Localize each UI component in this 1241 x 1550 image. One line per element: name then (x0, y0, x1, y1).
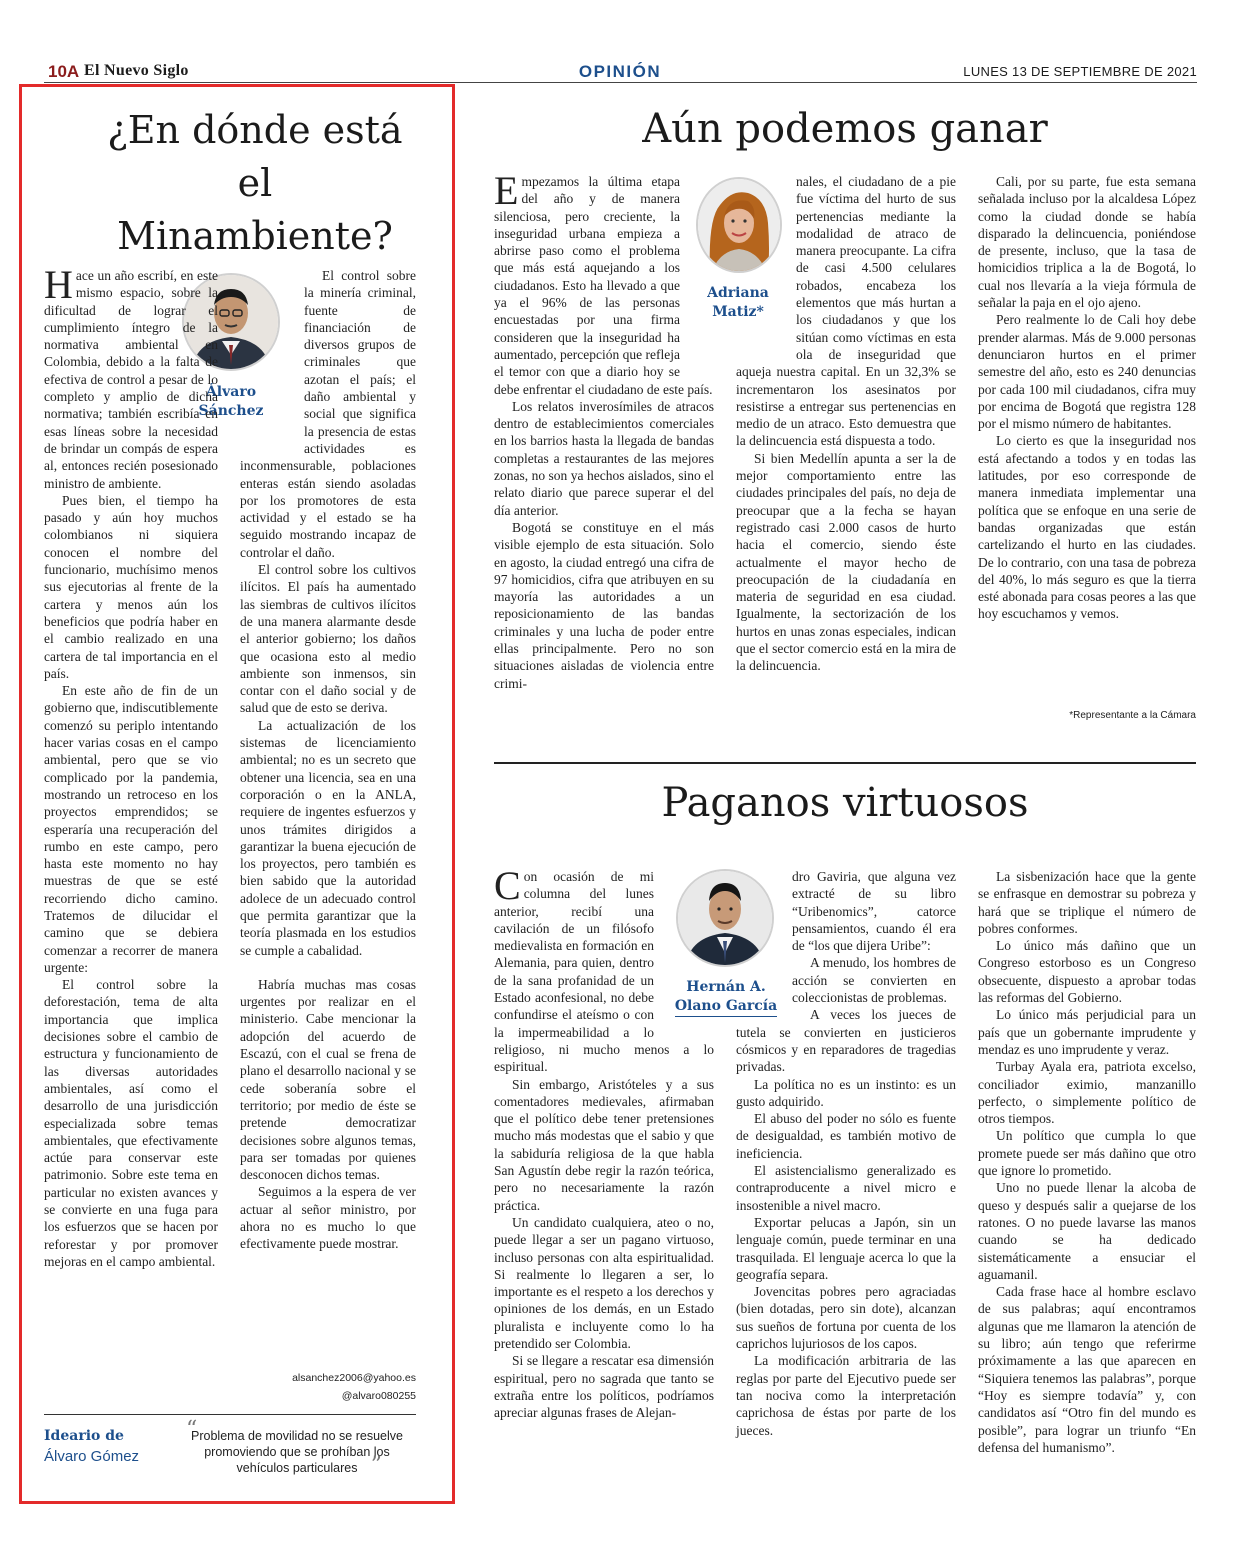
paragraph: Habría muchas mas cosas urgentes por realizar en el ministerio. Cabe mencionar la adopción del acuerdo de Escazú, con el cual se frena de plano el desarrollo nacional y se cede soberanía sobre el territorio; por medio de éste se pretende democratizar decisiones sobre algunos temas, para ser tomadas por quienes desconocen dichos temas. (240, 976, 416, 1183)
article-column (494, 168, 714, 692)
paragraph: Bogotá se constituye en el más visible ejemplo de esta situación. Solo en agosto, la ciudad entregó una cifra de 97 homicidios, cifra que atribuyen en su mayoría las autoridades a un reposicionamiento de las bandas criminales y una lucha de poder entre ellas principalmente. Pero no son situaciones aisladas de violencia entre crimi- (494, 519, 714, 691)
article-column (736, 173, 956, 675)
drop-cap: C (494, 863, 521, 908)
section-title: OPINIÓN (578, 62, 662, 81)
paragraph: Cada frase hace al hombre esclavo de sus palabras; aquí encontramos algunas que me llamaron la atención de su libro; aún tengo que referirme próximamente a las que aparecen en “Siquiera tenemos las palabras”, porque “Hoy es siempre todavía” y, con candidatos así “Otro fin del mundo es posible”, para lograr un triunfo “En defensa del humanismo”. (978, 1284, 1196, 1455)
author-footnote: *Representante a la Cámara (1069, 710, 1196, 721)
paragraph: Con ocasión de mi columna del lunes anterior, recibí una cavilación de un filósofo medievalista en formación en Alemania, para quien, dentro de la sana profanidad de un Estado aconfesional, no debe confundirse el ateísmo o con la impermeabilidad a lo religioso, ni mucho menos a lo espiritual. (494, 863, 714, 1075)
ideario-author: Álvaro Gómez (44, 1448, 140, 1465)
paragraph: La actualización de los sistemas de licenciamiento ambiental; no es un secreto que obtener una licencia, sea en una corporación o en la ANLA, requiere de ingentes esfuerzos y unos trámites dirigidos a garantizar la buena ejecución de los proyectos, pero también es bien sabido que la autoridad adolece de un adecuado control que permita garantizar que la teoría plasmada en los estudios se cumple a cabalidad. (240, 717, 416, 958)
paragraph: Si se llegare a rescatar esa dimensión espiritual, pero no sagrada que tanto se extraña entre los políticos, podríamos apreciar algunas frases de Alejan- (494, 1353, 714, 1421)
paragraph: Si bien Medellín apunta a ser la de mejor comportamiento entre las ciudades principales del país, no deja de preocupar que a la fecha se hayan registrado casi 2.000 casos de hurto hacia el comercio, siendo éste actualmente el mayor hecho de preocupación de la ciudadanía en materia de seguridad en esa ciudad. Igualmente, la sectorización de los hurtos en unas zonas especiales, indican que el sector comercio está en la mira de la delincuencia. (736, 450, 956, 674)
paragraph: El control sobre los cultivos ilícitos. El país ha aumentado las siembras de cultivos ilícitos de una manera alarmante desde el anterior gobierno; los daños que ocasiona esto al medio ambiente son inmensos, sin contar con el daño social y de salud que de esto se deriva. (240, 562, 416, 716)
article-divider (494, 762, 1196, 764)
article-title: Aún podemos ganar (642, 106, 1048, 152)
author-last-name: Olano García (675, 997, 777, 1017)
drop-cap: E (494, 168, 519, 213)
paragraph: Hace un año escribí, en este mismo espacio, sobre la dificultad de lograr el cumplimiento íntegro de la normativa ambiental en Colombia, debido a la falta de efectiva de control a pesar de lo completo y amplio de dicha normativa; también escribía en esas líneas sobre la necesidad de brindar un compás de espera al, entonces recién posesionado ministro de ambiente. (44, 262, 218, 491)
paragraph: Un político que cumpla lo que promete puede ser más dañino que otro que ignore lo prometido. (978, 1128, 1196, 1179)
article-column (736, 868, 956, 1439)
paragraph: Sin embargo, Aristóteles y a sus comentadores medievales, afirmaban que el político debe tener pretensiones mucho más modestas que el sabio y que la sabiduría religiosa de la que habla San Agustín debe regir la razón teórica, pero no necesariamente la razón práctica. (494, 1076, 714, 1213)
quote-text: Problema de movilidad no se resuelve promoviendo que se prohíban los vehículos particulares (191, 1429, 403, 1475)
ideario-label: Ideario de Álvaro Gómez (44, 1428, 140, 1465)
open-quote-icon: “ (186, 1417, 198, 1442)
paragraph: Uno no puede llenar la alcoba de queso y después salir a quejarse de los ratones. O no puede lavarse las manos cuando se ha dedicado sistemáticamente a ensuciar el aguamanil. (978, 1180, 1196, 1282)
masthead-divider (44, 82, 1197, 83)
article-title: ¿En dónde está el Minambiente? (107, 108, 403, 258)
paragraph: Un candidato cualquiera, ateo o no, puede llegar a ser un pagano virtuoso, incluso personas con alta espiritualidad. Si realmente lo llegaren a ser, lo importante es el respeto a los derechos y opiniones de los demás, en un Estado pluralista e incluyente como lo ha pretendido ser Colombia. (494, 1214, 714, 1352)
newspaper-name: El Nuevo Siglo (84, 62, 189, 79)
paragraph: Lo único más dañino que un Congreso estorboso es un Congreso obsecuente, dispuesto a aprobar todas las reformas del Gobierno. (978, 938, 1196, 1006)
paragraph: dro Gaviria, que alguna vez extracté de su libro “Uribenomics”, catorce pensamientos, cuando él era de “los que dijera Uribe”: (792, 869, 956, 954)
drop-cap: H (44, 262, 73, 307)
author-first-name: Adriana (707, 285, 769, 301)
paragraph: El control sobre la minería criminal, fuente de financiación de diversos grupos de criminales que azotan el país; el daño ambiental y social que significa la presencia de estas actividades es inconmensurable, poblaciones enteras están siendo asoladas por los promotores de esta actividad y el estado se ha seguido mostrando incapaz de controlar el daño. (240, 268, 416, 560)
paragraph: nales, el ciudadano de a pie fue víctima del hurto de sus pertenencias mediante la modalidad de atraco de manera preocupante. La cifra de casi 4.500 celulares robados, encabeza los elementos que más hurtan a los ciudadanos y que los sitúan como víctimas en esta ola de inseguridad que aqueja nuestra capital. En un 32,3% se incrementaron los asesinatos por resistirse a entregar sus pertenencias en medio de un atraco. Esto demuestra que la delincuencia está dispuesta a todo. (736, 174, 956, 449)
article-column (494, 863, 714, 1422)
paragraph: Lo cierto es que la inseguridad nos está afectando a todos y en todas las latitudes, por eso corresponde de manera inmediata implementar una política que se enfoque en una serie de bandas organizadas que están cartelizando el hurto en las ciudades. De lo contrario, con una tasa de pobreza del 40%, lo más seguro es que la tierra esté abonada para cosas peores a las que hoy escuchamos y vemos. (978, 433, 1196, 622)
article-column (978, 868, 1196, 1456)
paragraph: Seguimos a la espera de ver actuar al señor ministro, por ahora no es mucho lo que efectivamente puede mostrar. (240, 1184, 416, 1252)
paragraph: Turbay Ayala era, patriota excelso, conciliador eximio, manzanillo perfecto, o simplemente político de otros tiempos. (978, 1059, 1196, 1127)
close-quote-icon: ” (370, 1453, 382, 1478)
ideario-divider (44, 1414, 416, 1415)
paragraph: La sisbenización hace que la gente se enfrasque en demostrar su pobreza y hará que se triplique el número de pobres conformes. (978, 869, 1196, 936)
article-column (978, 173, 1196, 623)
article-title: Paganos virtuosos (661, 780, 1029, 826)
paragraph: Los relatos inverosímiles de atracos dentro de establecimientos comerciales en los barrios hasta la llegada de bandas completas a restaurantes de las mejores zonas, no son ya hechos aislados, sino el relato diario que parece superar el del día anterior. (494, 398, 714, 518)
paragraph: El abuso del poder no sólo es fuente de desigualdad, es también motivo de ineficiencia. (736, 1111, 956, 1161)
paragraph: A menudo, los hombres de acción se convierten en coleccionistas de problemas. (792, 955, 956, 1006)
paragraph: Jovencitas pobres pero agraciadas (bien dotadas, pero sin dote), alcanzan sus sueños de fortuna por cuenta de los caprichos lujuriosos de los capos. (736, 1284, 956, 1352)
author-email: alsanchez2006@yahoo.es (292, 1372, 416, 1384)
ideario-quote (178, 1417, 416, 1478)
paragraph: A veces los jueces de tutela se convierten en justicieros cósmicos y en reparadores de tragedias privadas. (736, 1007, 956, 1075)
paragraph: El control sobre la deforestación, tema de alta importancia que implica decisiones sobre el cambio de estructura y funcionamiento de las diversas autoridades ambientales, así como el desarrollo de una jurisdicción especializada sobre temas ambientales, que efectivamente actúe para conservar este patrimonio. Sobre este tema en particular no existen avances y se convierte en una fuga para los esfuerzos que se hacen por reforestar y por promover mejoras en el campo ambiental. (44, 977, 218, 1269)
author-first-name: Álvaro (205, 384, 257, 400)
paragraph: Lo único más perjudicial para un país que un gobernante imprudente y mendaz es uno imprudente y veraz. (978, 1007, 1196, 1057)
page-number: 10A (48, 62, 80, 81)
paragraph: En este año de fin de un gobierno que, indiscutiblemente comenzó su periplo intentando hacer varias cosas en el campo ambiental, pero que se vio complicado por la pandemia, mostrando un retroceso en los proyectos emprendidos; se esperaría una recuperación del rumbo en este campo, pero hasta este momento no hay muestras de que se esté recorriendo dicho camino. Tratemos de dilucidar el camino que se debiera comenzar a recorrer de manera urgente: (44, 683, 218, 975)
issue-date: LUNES 13 DE SEPTIEMBRE DE 2021 (963, 64, 1197, 79)
paragraph: Pero realmente lo de Cali hoy debe prender alarmas. Más de 9.000 personas denunciaron hurtos en el primer semestre del año, esto es 240 denuncias por cada 100 mil ciudadanos, cifra muy por encima de Bogotá que registra 128 por el mismo número de habitantes. (978, 312, 1196, 432)
article-column (240, 267, 416, 1253)
paragraph: Pues bien, el tiempo ha pasado y aún hoy muchos colombianos ni siquiera conocen el nombre del funcionario, muchísimo menos sus ejecutorias al frente de la cartera y menos aún los beneficios que podría haber en el cambio realizado en una cartera de tal importancia en el país. (44, 492, 218, 681)
paragraph: Exportar pelucas a Japón, sin un lenguaje común, puede terminar en una trasquilada. El lenguaje acerca lo que la geografía separa. (736, 1214, 956, 1282)
paragraph: La modificación arbitraria de las reglas por parte del Ejecutivo puede ser tan nociva como la interpretación caprichosa de éstas por parte de los jueces. (736, 1353, 956, 1438)
author-last-name: Sánchez (198, 403, 264, 419)
author-first-name: Hernán A. (686, 979, 766, 995)
article-column (44, 262, 218, 1270)
paragraph: Cali, por su parte, fue esta semana señalada incluso por la alcaldesa López como la ciudad donde se había disparado la delincuencia, poniéndose de presente, incluso, que la tasa de homicidios triplica a la de Bogotá, lo cual nos llevaría a la vieja fórmula de señalar la paja en el ojo ajeno. (978, 174, 1196, 311)
paragraph: Empezamos la última etapa del año y de manera silenciosa, pero creciente, la inseguridad urbana empieza a abrirse paso como el problema que más está aquejando a los ciudadanos. Esto ha llevado a que ya el 96% de las personas encuestadas por una firma consideren que la inseguridad ha aumentado, percepción que refleja el temor con que a diario hoy se debe enfrentar el ciudadano de este país. (494, 168, 713, 397)
paragraph: El asistencialismo generalizado es contraproducente a nivel micro e insostenible a nivel macro. (736, 1163, 956, 1213)
paragraph: La política no es un instinto: es un gusto adquirido. (736, 1076, 956, 1109)
author-last-name: Matiz* (712, 304, 764, 320)
author-handle: @alvaro080255 (341, 1390, 416, 1402)
